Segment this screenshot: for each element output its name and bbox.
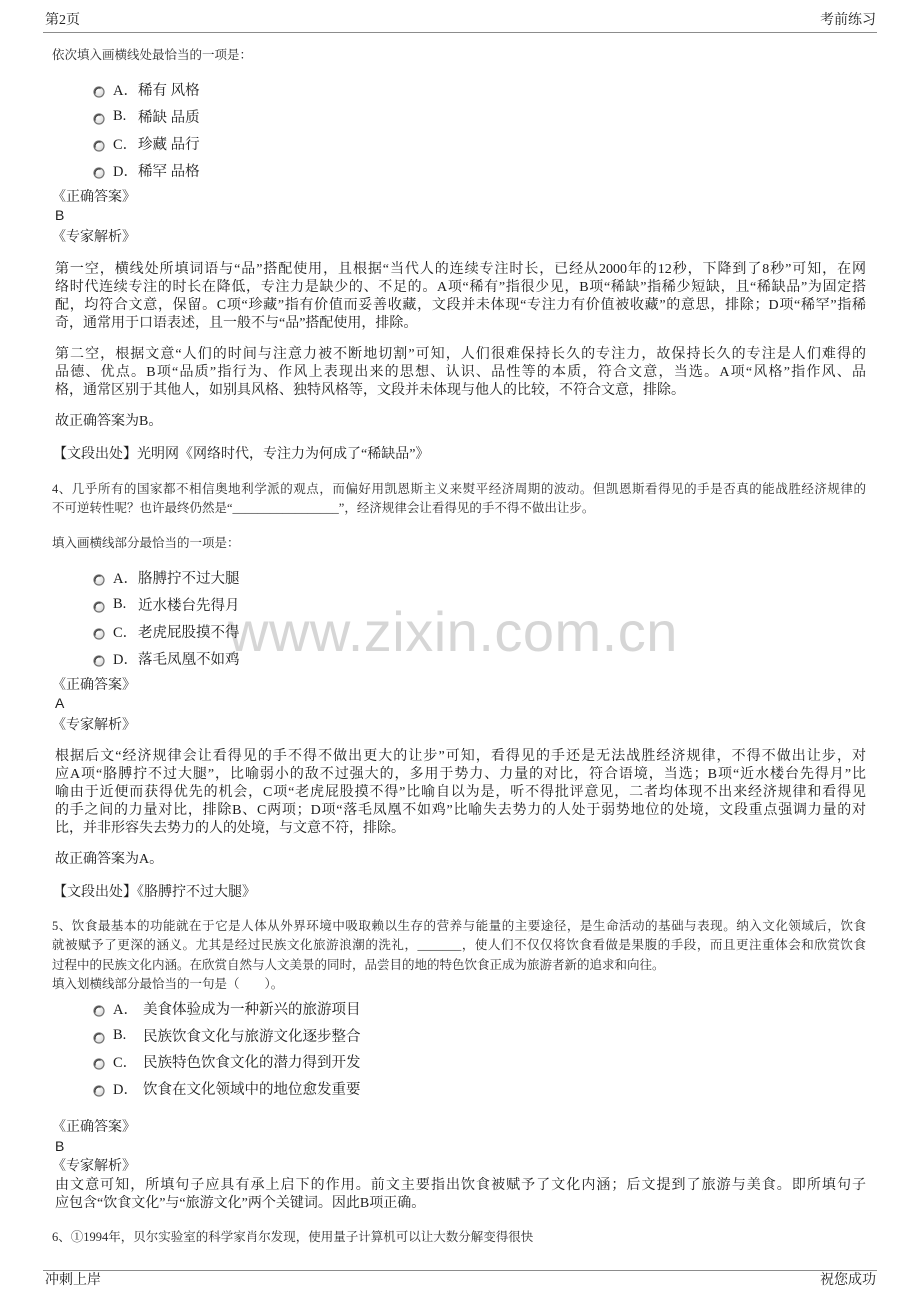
option-text: 民族饮食文化与旅游文化逐步整合 xyxy=(143,1028,361,1045)
correct-answer: A xyxy=(55,695,65,711)
text-line: 过程中的民族文化内涵。在欣赏自然与人文美景的同时，品尝目的地的特色饮食正成为旅游者新的追求和向往。 xyxy=(52,957,665,972)
radio-button-icon xyxy=(93,1005,105,1017)
option-b xyxy=(93,106,200,126)
correct-answer: B xyxy=(55,207,65,223)
text-line: 络时代连续专注的时长在降低，专注力是缺少的、不足的。A项“稀有”指很少见，B项“稀缺”指稀少短缺，且“稀缺品”为固定搭 xyxy=(55,280,866,295)
expert-analysis-label: 《专家解析》 xyxy=(52,230,136,245)
question-prompt: 填入划横线部分最恰当的一句是（ ）。 xyxy=(52,976,284,991)
text-line: 根据后文“经济规律会让看得见的手不得不做出更大的让步”可知，看得见的手还是无法战胜经济规律，不得不做出让步，对 xyxy=(55,749,866,764)
footer-right-text: 祝您成功 xyxy=(820,1273,876,1288)
answer-conclusion: 故正确答案为A。 xyxy=(55,852,164,867)
option-text: 美食体验成为一种新兴的旅游项目 xyxy=(143,1001,361,1018)
option-c xyxy=(93,621,240,641)
expert-analysis-label: 《专家解析》 xyxy=(52,718,136,733)
option-letter: C． xyxy=(113,624,138,641)
text-line: 格，通常区别于其他人，如别具风格、独特风格等，文段并未体现与他人的比较，不符合文意，排除。 xyxy=(55,383,685,398)
radio-button-icon xyxy=(93,1032,105,1044)
text-line: 第一空，横线处所填词语与“品”搭配使用，且根据“当代人的连续专注时长，已经从2000年的12秒，下降到了8秒”可知，在网 xyxy=(55,262,866,277)
option-letter: C． xyxy=(113,1054,138,1071)
option-letter: B. xyxy=(113,107,127,124)
option-letter: D． xyxy=(113,163,138,180)
option-letter: C． xyxy=(113,136,138,153)
analysis-paragraph xyxy=(55,346,866,400)
option-text: 饮食在文化领域中的地位愈发重要 xyxy=(143,1081,361,1098)
text-line: 不可逆转性呢？也许最终仍然是“_________________”，经济规律会让看得见的手不得不做出让步。 xyxy=(52,501,595,516)
option-text: 老虎屁股摸不得 xyxy=(138,624,240,641)
option-b xyxy=(93,594,240,614)
option-text: 珍藏 品行 xyxy=(138,136,200,153)
option-a xyxy=(93,998,361,1018)
option-a xyxy=(93,79,200,99)
option-d xyxy=(93,1078,361,1098)
analysis-paragraph xyxy=(55,748,866,838)
option-text: 胳膊拧不过大腿 xyxy=(138,570,240,587)
option-text: 稀有 风格 xyxy=(138,82,200,99)
question-stem: 6、①1994年，贝尔实验室的科学家肖尔发现，使用量子计算机可以让大数分解变得很快 xyxy=(52,1230,534,1244)
analysis-paragraph xyxy=(55,261,866,333)
option-letter: A． xyxy=(113,82,138,99)
option-text: 民族特色饮食文化的潜力得到开发 xyxy=(143,1054,361,1071)
text-line: 的手之间的力量对比，排除B、C两项；D项“落毛凤凰不如鸡”比喻失去势力的人处于弱势地位的处境，文段重点强调力量的对 xyxy=(55,803,866,818)
option-text: 稀缺 品质 xyxy=(138,109,200,126)
question-prompt: 依次填入画横线处最恰当的一项是： xyxy=(52,48,253,62)
question-prompt: 填入画横线部分最恰当的一项是： xyxy=(52,536,240,550)
text-line: 应包含“饮食文化”与“旅游文化”两个关键词。因此B项正确。 xyxy=(55,1196,426,1211)
text-line: 奇，通常用于口语表述，且一般不与“品”搭配使用，排除。 xyxy=(55,316,418,331)
footer-left-text: 冲刺上岸 xyxy=(45,1273,101,1288)
radio-button-icon xyxy=(93,655,105,667)
text-line: 配，均符合文意，保留。C项“珍藏”指有价值而妥善收藏，文段并未体现“专注力有价值被收藏”的意思，排除；D项“稀罕”指稀 xyxy=(55,298,866,313)
option-letter: A． xyxy=(113,1001,138,1018)
option-a xyxy=(93,567,240,587)
correct-answer-label: 《正确答案》 xyxy=(52,1120,136,1135)
option-text: 稀罕 品格 xyxy=(138,163,200,180)
radio-button-icon xyxy=(93,574,105,586)
footer-divider xyxy=(43,1270,877,1271)
option-letter: B. xyxy=(113,1026,127,1043)
header-divider xyxy=(43,32,877,33)
text-line: 就被赋予了更深的涵义。尤其是经过民族文化旅游浪潮的洗礼，_______，使人们不仅仅将饮食看做是果腹的手段，而且更注重体会和欣赏饮食 xyxy=(52,938,866,953)
header-title: 考前练习 xyxy=(820,13,876,28)
watermark: www.zixin.com.cn xyxy=(228,600,678,663)
expert-analysis-label: 《专家解析》 xyxy=(52,1159,136,1174)
radio-button-icon xyxy=(93,86,105,98)
text-line: 4、几乎所有的国家都不相信奥地利学派的观点，而偏好用凯恩斯主义来熨平经济周期的波动。但凯恩斯看得见的手是否真的能战胜经济规律的 xyxy=(52,482,866,496)
page-number: 第2页 xyxy=(45,13,80,28)
question-stem xyxy=(52,917,866,994)
option-letter: D． xyxy=(113,1081,138,1098)
option-text: 近水楼台先得月 xyxy=(138,597,240,614)
text-line: 第二空，根据文意“人们的时间与注意力被不断地切割”可知，人们很难保持长久的专注力，故保持长久的专注是人们难得的 xyxy=(55,347,866,362)
radio-button-icon xyxy=(93,140,105,152)
option-d xyxy=(93,648,240,668)
radio-button-icon xyxy=(93,1058,105,1070)
option-c xyxy=(93,133,200,153)
source-citation: 【文段出处】光明网《网络时代，专注力为何成了“稀缺品”》 xyxy=(53,447,430,462)
option-b xyxy=(93,1025,361,1045)
correct-answer: B xyxy=(55,1138,65,1154)
radio-button-icon xyxy=(93,167,105,179)
radio-button-icon xyxy=(93,113,105,125)
answer-conclusion: 故正确答案为B。 xyxy=(55,414,163,429)
option-c xyxy=(93,1051,361,1071)
correct-answer-label: 《正确答案》 xyxy=(52,190,136,205)
correct-answer-label: 《正确答案》 xyxy=(52,678,136,693)
radio-button-icon xyxy=(93,628,105,640)
option-letter: A． xyxy=(113,570,138,587)
question-stem xyxy=(52,480,866,519)
text-line: 比，并非形容失去势力的人的处境，与文意不符，排除。 xyxy=(55,821,405,836)
text-line: 品德、优点。B项“品质”指行为、作风上表现出来的思想、认识、品性等的本质，符合文意，当选。A项“风格”指作风、品 xyxy=(55,365,866,380)
text-line: 喻由于近便而获得优先的机会，C项“老虎屁股摸不得”比喻自以为是，听不得批评意见，二者均体现不出来经济规律和看得见 xyxy=(55,785,866,800)
option-letter: B. xyxy=(113,595,127,612)
analysis-paragraph xyxy=(55,1177,866,1213)
option-d xyxy=(93,160,200,180)
option-letter: D． xyxy=(113,651,138,668)
text-line: 应A项“胳膊拧不过大腿”，比喻弱小的敌不过强大的，多用于势力、力量的对比，符合语境，当选；B项“近水楼台先得月”比 xyxy=(55,767,866,782)
source-citation: 【文段出处】《胳膊拧不过大腿》 xyxy=(53,885,256,900)
text-line: 5、饮食最基本的功能就在于它是人体从外界环境中吸取赖以生存的营养与能量的主要途径，是生命活动的基础与表现。纳入文化领域后，饮食 xyxy=(52,919,866,933)
radio-button-icon xyxy=(93,1085,105,1097)
radio-button-icon xyxy=(93,601,105,613)
text-line: 由文意可知，所填句子应具有承上启下的作用。前文主要指出饮食被赋予了文化内涵；后文提到了旅游与美食。即所填句子 xyxy=(55,1178,866,1193)
option-text: 落毛凤凰不如鸡 xyxy=(138,651,240,668)
